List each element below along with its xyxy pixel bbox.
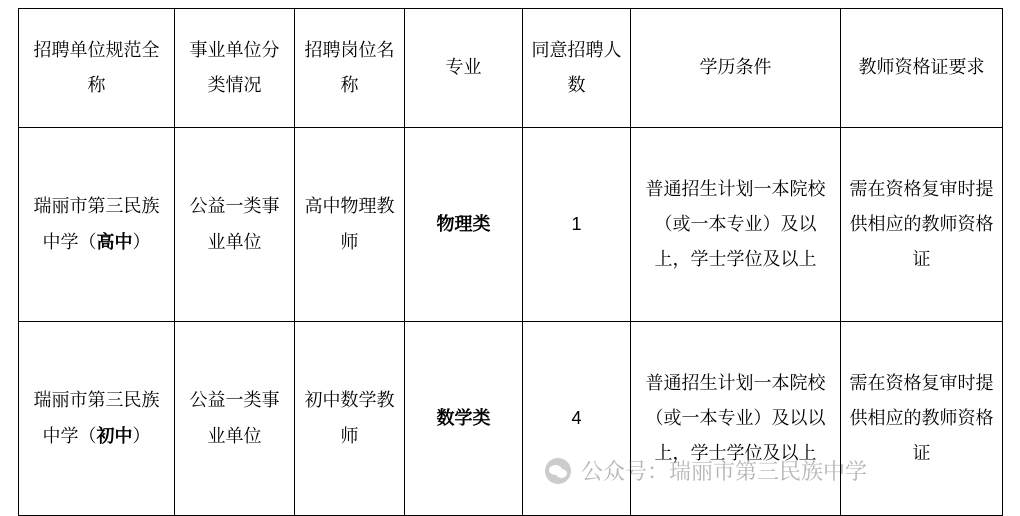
cell-value: 4: [571, 407, 582, 428]
cell-value: 公益一类事业单位: [189, 390, 280, 446]
unit-name-prefix: 瑞丽市第三民族中学（: [33, 390, 160, 446]
cell-major: [405, 128, 523, 322]
table-row: [19, 322, 1003, 516]
unit-name-level: 初中: [96, 425, 133, 446]
cell-post-name: [295, 322, 405, 516]
column-header-label: 专业: [445, 57, 482, 78]
cell-unit-category: [175, 128, 295, 322]
cell-value: 普通招生计划一本院校（或一本专业）及以以上，学士学位及以上: [645, 372, 826, 464]
cell-unit-name: [19, 128, 175, 322]
cell-value: 需在资格复审时提供相应的教师资格证: [849, 178, 994, 270]
cell-headcount: [523, 322, 631, 516]
column-header-label: 学历条件: [699, 57, 772, 78]
column-header-label: 事业单位分类情况: [189, 39, 280, 95]
watermark-text: 公众号：瑞丽市第三民族中学: [581, 459, 868, 484]
column-header-label: 招聘岗位名称: [304, 39, 395, 95]
column-header-cert: [841, 9, 1003, 128]
cell-value: 1: [571, 213, 582, 234]
column-header-label: 教师资格证要求: [858, 57, 985, 78]
cell-post-name: [295, 128, 405, 322]
cell-value: 高中物理教师: [304, 196, 395, 252]
unit-name-prefix: 瑞丽市第三民族中学（: [33, 196, 160, 252]
cell-unit-name: [19, 322, 175, 516]
cell-major: [405, 322, 523, 516]
cell-value: 物理类: [436, 213, 491, 234]
table-row: [19, 128, 1003, 322]
table-header-row: [19, 9, 1003, 128]
cell-unit-category: [175, 322, 295, 516]
cell-cert: [841, 322, 1003, 516]
column-header-label: 招聘单位规范全称: [33, 39, 160, 95]
cell-value: 普通招生计划一本院校（或一本专业）及以上，学士学位及以上: [645, 178, 826, 270]
cell-headcount: [523, 128, 631, 322]
column-header-unit-category: [175, 9, 295, 128]
cell-education: [631, 322, 841, 516]
column-header-unit-name: [19, 9, 175, 128]
unit-name-level: 高中: [96, 231, 133, 252]
recruitment-table: [18, 8, 1003, 516]
cell-value: 数学类: [436, 407, 491, 428]
cell-cert: [841, 128, 1003, 322]
unit-name-suffix: ）: [132, 425, 151, 446]
column-header-headcount: [523, 9, 631, 128]
cell-value: 初中数学教师: [304, 390, 395, 446]
column-header-label: 同意招聘人数: [531, 39, 622, 95]
unit-name-suffix: ）: [132, 231, 151, 252]
column-header-education: [631, 9, 841, 128]
document-page: [0, 8, 1020, 515]
column-header-post-name: [295, 9, 405, 128]
cell-education: [631, 128, 841, 322]
cell-value: 需在资格复审时提供相应的教师资格证: [849, 372, 994, 464]
cell-value: 公益一类事业单位: [189, 196, 280, 252]
column-header-major: [405, 9, 523, 128]
